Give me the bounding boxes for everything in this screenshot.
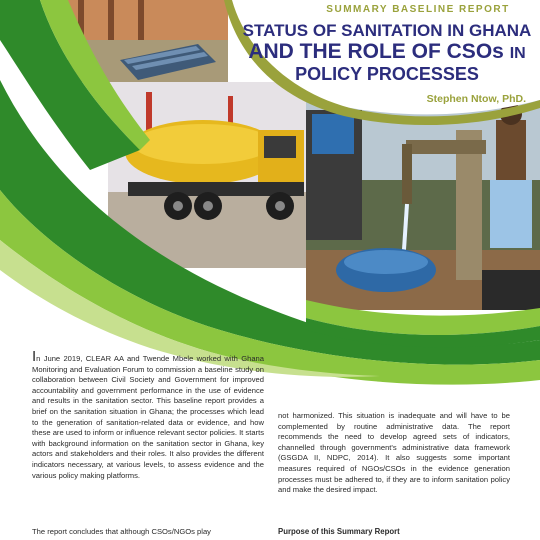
title-line-2b: IN [509, 45, 526, 62]
report-kicker: SUMMARY BASELINE REPORT [326, 4, 510, 15]
conclusion-paragraph: The report concludes that although CSOs/NGOs play [32, 527, 211, 536]
title-line-2 [238, 41, 536, 64]
title-line-3: POLICY PROCESSES [295, 64, 479, 84]
body-column-left [32, 348, 264, 481]
title-line-1: STATUS OF SANITATION IN GHANA [242, 21, 532, 40]
report-title [238, 20, 536, 85]
report-author: Stephen Ntow, PhD. [426, 93, 526, 105]
right-paragraph: not harmonized. This situation is inadequate and will have to be complemented by routine administrative data. The report recommends the need to develop agreed sets of indicators, channelled through government's administrative data framework (GSGDA II, NDPC, 2014). It also suggests some important measures required of NGOs/CSOs in the evidence generation processes must be adhered to, if they are to inform sanitation policy and make the desired impact. [278, 411, 510, 495]
title-line-2a: AND THE ROLE OF CSOs [248, 40, 504, 63]
intro-paragraph-text: n June 2019, CLEAR AA and Twende Mbele worked with Ghana Monitoring and Evaluation Forum to commission a baseline study on collaboration between Civil Society and Government for improved accountability and government performance in the use of evidence and results in the sanitation sector. This baseline report provides a brief on the sanitation situation in Ghana; the processes which lead to the generation of sanitation-related data or evidence, and how these are used to inform or influence relevant sector policies. It starts with background information on the sanitation sector in Ghana, key actors and stakeholders and their roles. It also provides the different indicators necessary, at various levels, to assess evidence and the various policy making platforms. [32, 354, 264, 480]
intro-paragraph [32, 348, 264, 481]
body-column-right [278, 411, 510, 496]
section-heading-purpose: Purpose of this Summary Report [278, 527, 400, 536]
drop-cap: I [32, 348, 37, 365]
